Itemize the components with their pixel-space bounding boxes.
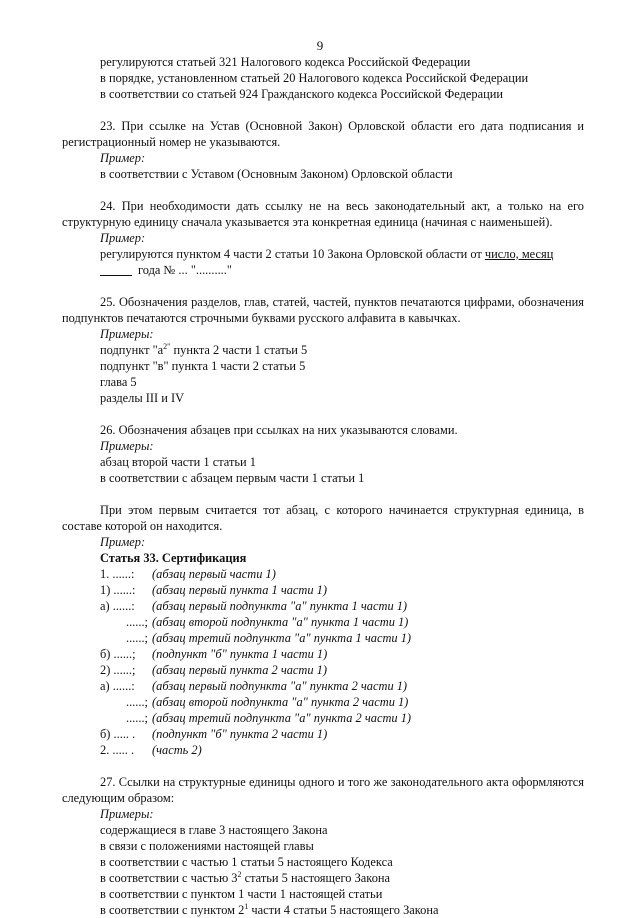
example-label: Пример:: [100, 231, 146, 245]
structure-mark: 2) ......;: [100, 663, 136, 677]
example-label: Примеры:: [100, 327, 154, 341]
example-line: в соответствии с абзацем первым части 1 статьи 1: [100, 471, 365, 485]
structure-mark: ......;: [125, 631, 148, 645]
structure-description: (абзац третий подпункта "а" пункта 1 части 1): [152, 631, 412, 645]
top-line-3: в соответствии со статьей 924 Гражданского кодекса Российской Федерации: [100, 87, 503, 101]
structure-description: (подпункт "б" пункта 2 части 1): [152, 727, 328, 741]
structure-mark: ......;: [125, 615, 148, 629]
example-line: в соответствии с пунктом 1 части 1 настоящей статьи: [100, 887, 383, 901]
page-number: 9: [316, 38, 324, 53]
top-line-1: регулируются статьей 321 Налогового кодекса Российской Федерации: [100, 55, 471, 69]
example-line: подпункт "$а^{2"}$ пункта 2 части 1 статьи 5: [100, 342, 308, 357]
structure-row: [62, 662, 584, 678]
structure-description: (абзац первый части 1): [152, 567, 276, 581]
example-line: содержащиеся в главе 3 настоящего Закона: [100, 823, 328, 837]
structure-description: (подпункт "б" пункта 1 части 1): [152, 647, 328, 661]
paragraph-note: При этом первым считается тот абзац, с которого начинается структурная единица, в составе которой он находится.: [62, 503, 584, 533]
example-line: регулируются пунктом 4 части 2 статьи 10 Закона Орловской области от число, месяц: [100, 247, 554, 261]
structure-list: [62, 566, 584, 758]
example-line: в соответствии с частью $3^2$ статьи 5 настоящего Закона: [100, 870, 391, 885]
example-line: в соответствии с частью 1 статьи 5 настоящего Кодекса: [100, 855, 393, 869]
example-label: Примеры:: [100, 439, 154, 453]
structure-description: (абзац первый подпункта "а" пункта 1 части 1): [152, 599, 408, 613]
example-line: разделы III и IV: [100, 391, 185, 405]
paragraph-26: 26. Обозначения абзацев при ссылках на них указываются словами.: [100, 423, 458, 437]
paragraph-23: 23. При ссылке на Устав (Основной Закон) Орловской области его дата подписания и регистрационный номер не указываются.: [62, 119, 584, 149]
structure-mark: 1) ......:: [100, 583, 136, 597]
structure-mark: а) ......:: [100, 599, 135, 613]
structure-mark: ......;: [125, 711, 148, 725]
structure-row: [62, 582, 584, 598]
structure-description: (абзац второй подпункта "а" пункта 2 части 1): [152, 695, 409, 709]
example-line: в соответствии с пунктом $2^1$ части 4 статьи 5 настоящего Закона: [100, 902, 439, 917]
structure-row: [62, 694, 584, 710]
paragraph-25: 25. Обозначения разделов, глав, статей, частей, пунктов печатаются цифрами, обозначения подпунктов печатаются строчными буквами русского алфавита в кавычках.: [62, 295, 584, 325]
paragraph-27: 27. Ссылки на структурные единицы одного и того же законодательного акта оформляются следующим образом:: [62, 775, 584, 805]
structure-row: [62, 598, 584, 614]
example-line: абзац второй части 1 статьи 1: [100, 455, 256, 469]
structure-row: [62, 678, 584, 694]
structure-row: [62, 566, 584, 582]
top-line-2: в порядке, установленном статьей 20 Налогового кодекса Российской Федерации: [100, 71, 529, 85]
example-line-continued: года № ... "..........": [62, 262, 584, 278]
structure-mark: 2. ..... .: [100, 743, 135, 757]
structure-description: (абзац третий подпункта "а" пункта 2 части 1): [152, 711, 412, 725]
example-line: в связи с положениями настоящей главы: [100, 839, 314, 853]
structure-description: (абзац второй подпункта "а" пункта 1 части 1): [152, 615, 409, 629]
example-line: глава 5: [100, 375, 137, 389]
example-label: Пример:: [100, 535, 146, 549]
structure-row: [62, 646, 584, 662]
structure-row: [62, 710, 584, 726]
structure-mark: 1. ......:: [100, 567, 135, 581]
structure-row: [62, 614, 584, 630]
document-body: [62, 54, 584, 918]
structure-row: [62, 742, 584, 758]
structure-row: [62, 726, 584, 742]
structure-mark: б) ......;: [100, 647, 136, 661]
structure-row: [62, 630, 584, 646]
example-label: Пример:: [100, 151, 146, 165]
example-line: в соответствии с Уставом (Основным Законом) Орловской области: [100, 167, 453, 181]
structure-description: (абзац первый пункта 1 части 1): [152, 583, 327, 597]
structure-description: (часть 2): [152, 743, 202, 757]
example-label: Примеры:: [100, 807, 154, 821]
structure-mark: б) ..... .: [100, 727, 136, 741]
structure-mark: ......;: [125, 695, 148, 709]
paragraph-24: 24. При необходимости дать ссылку не на весь законодательный акт, а только на его структурную единицу сначала указывается эта конкретная единица (начиная с наименьшей).: [62, 199, 584, 229]
structure-description: (абзац первый подпункта "а" пункта 2 части 1): [152, 679, 408, 693]
example-line: подпункт "в" пункта 1 части 2 статьи 5: [100, 359, 306, 373]
structure-mark: а) ......:: [100, 679, 135, 693]
structure-description: (абзац первый пункта 2 части 1): [152, 663, 327, 677]
article-heading: Статья 33. Сертификация: [100, 551, 247, 565]
